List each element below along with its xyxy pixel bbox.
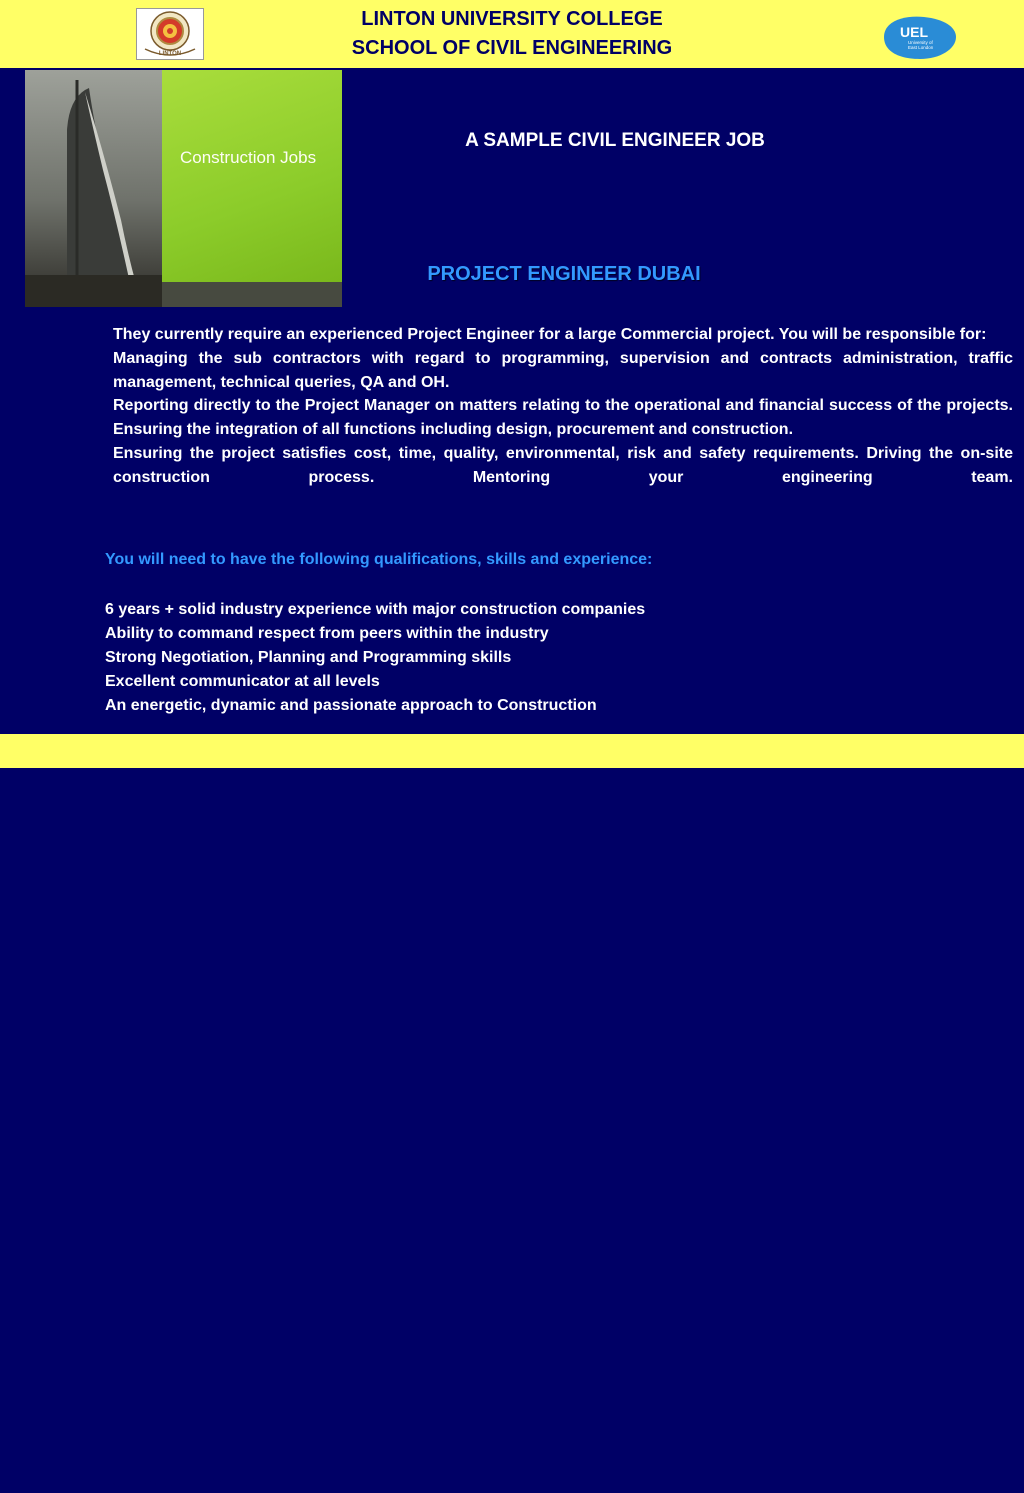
qualification-item: Ability to command respect from peers within the industry: [105, 625, 549, 642]
qualifications-list: [105, 598, 645, 718]
svg-text:University of: University of: [908, 40, 933, 45]
duty-paragraph: Reporting directly to the Project Manager on matters relating to the operational and financial success of the projects. Ensuring the integration of all functions including design, procurement and construction.: [113, 397, 1013, 439]
duty-paragraph: Ensuring the project satisfies cost, time, quality, environmental, risk and safety requirements. Driving the on-site construction process. Mentoring your engineering team.: [113, 444, 1013, 486]
qualifications-heading: You will need to have the following qualifications, skills and experience:: [105, 551, 653, 568]
qualification-item: 6 years + solid industry experience with major construction companies: [105, 601, 646, 618]
job-description: [113, 323, 1013, 490]
header-banner: [0, 0, 1024, 68]
sample-job-title: A SAMPLE CIVIL ENGINEER JOB: [465, 130, 765, 151]
image-caption: Construction Jobs: [180, 148, 317, 167]
qualification-item: An energetic, dynamic and passionate approach to Construction: [105, 697, 597, 714]
college-name: LINTON UNIVERSITY COLLEGE: [361, 8, 663, 30]
school-name: SCHOOL OF CIVIL ENGINEERING: [351, 37, 673, 59]
qualification-item: Excellent communicator at all levels: [105, 673, 380, 690]
construction-jobs-image: [25, 70, 342, 307]
author-label: Dr. Deepak T. J.: [893, 1475, 1011, 1492]
uel-logo: [880, 13, 958, 61]
image-dark-strip: [162, 282, 342, 307]
duty-paragraph: They currently require an experienced Project Engineer for a large Commercial project. You will be responsible for:: [113, 326, 987, 343]
svg-text:UEL: UEL: [900, 24, 928, 40]
footer-banner: [0, 734, 1024, 1492]
duty-paragraph: Managing the sub contractors with regard to programming, supervision and contracts administration, traffic management, technical queries, QA and OH.: [113, 349, 1013, 391]
course-label: CE – 2211 PROFESSIONAL SKILLS: [22, 1474, 256, 1490]
image-green-panel: [162, 70, 342, 282]
linton-logo: [136, 8, 204, 60]
qualification-item: Strong Negotiation, Planning and Programming skills: [105, 649, 512, 666]
project-title: PROJECT ENGINEER DUBAI: [427, 263, 701, 285]
burj-al-arab-tower: [25, 70, 162, 307]
svg-text:East London: East London: [908, 45, 934, 50]
svg-text:LINTON: LINTON: [158, 51, 182, 57]
